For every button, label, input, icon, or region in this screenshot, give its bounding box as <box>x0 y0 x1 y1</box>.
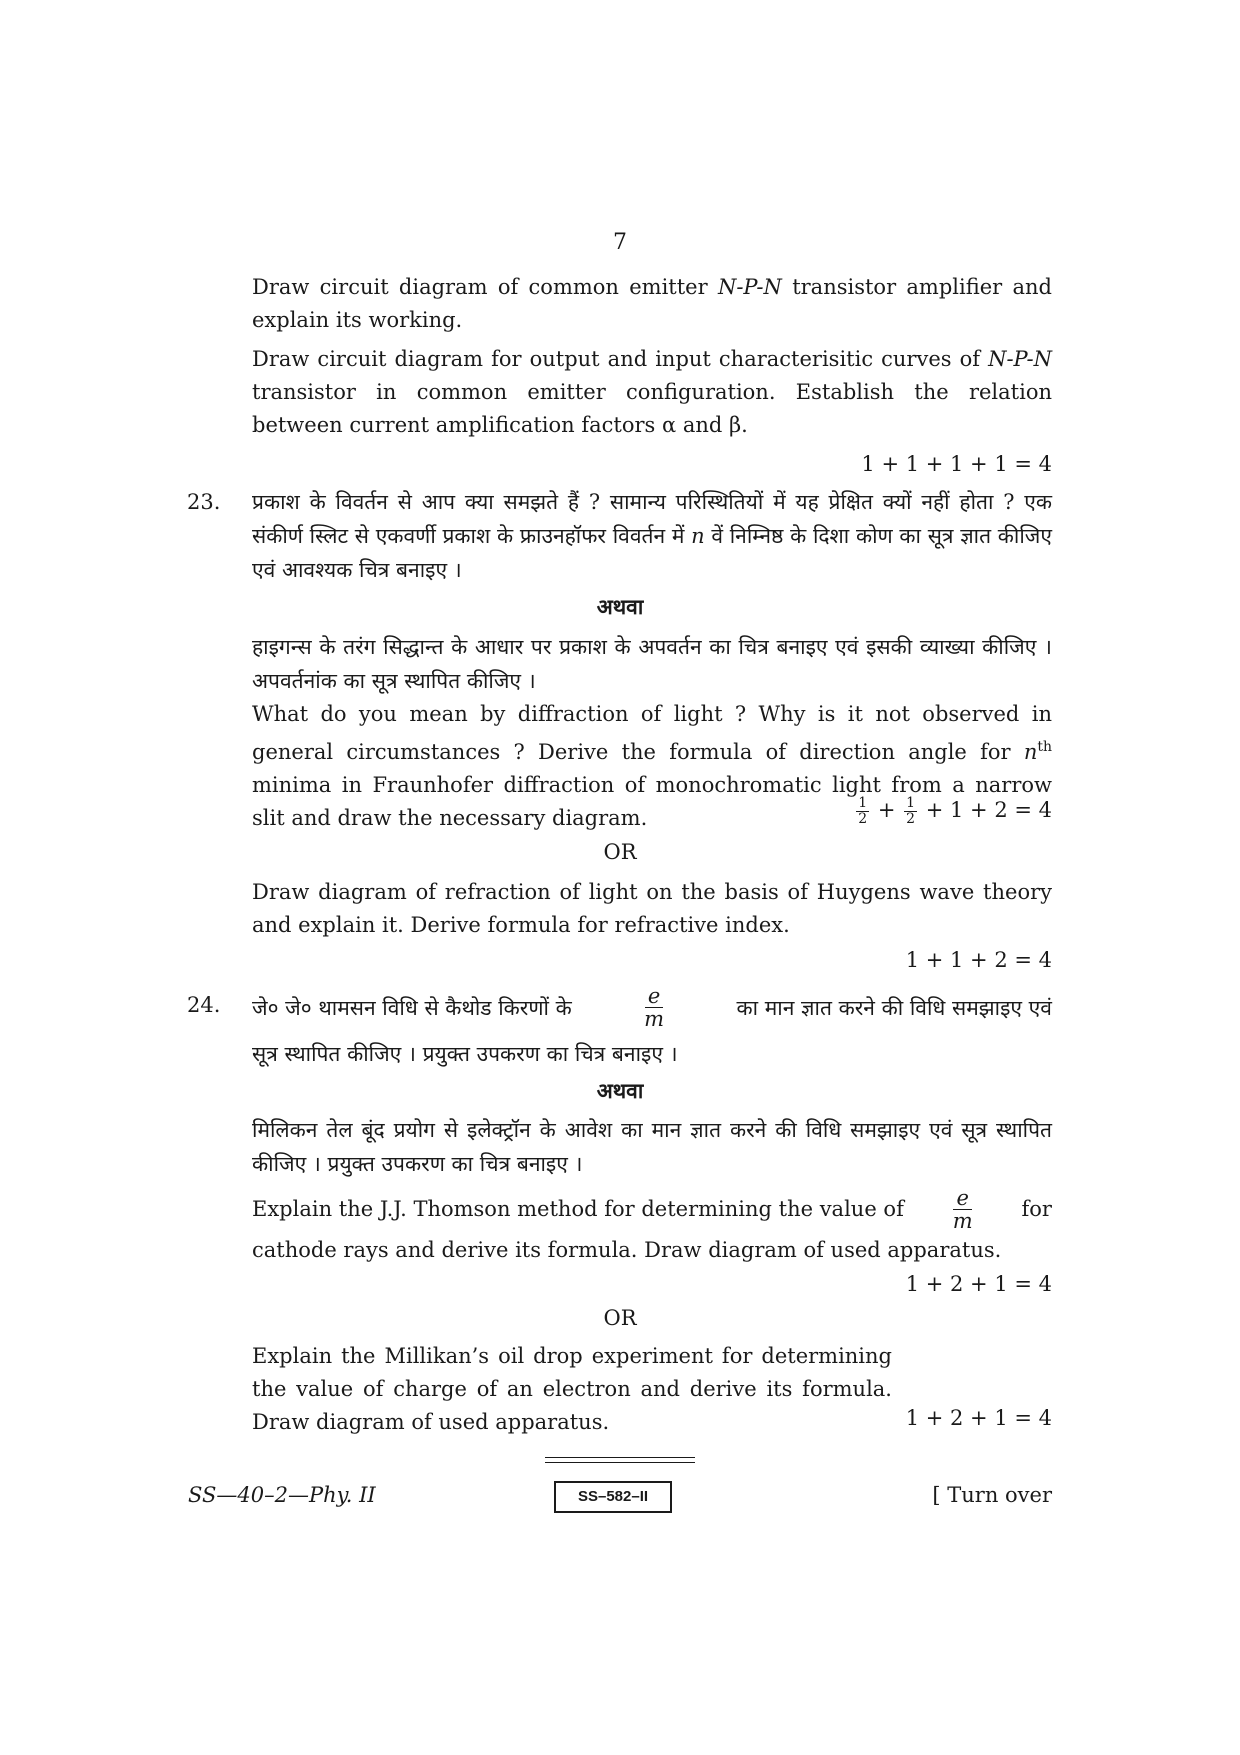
end-rule-bottom <box>545 1462 695 1463</box>
q23-english-or: OR <box>603 840 637 864</box>
q23-marks-half-1: $\frac{1}{2}$ <box>858 795 868 827</box>
q23-en-n: n <box>1023 740 1038 764</box>
q22-a-text-2: transistor amplifier and explain its working. <box>252 275 1052 332</box>
q22-english-part-b <box>252 343 1052 442</box>
q24-en-text-2: for <box>1021 1197 1052 1221</box>
q22-a-npn: N-P-N <box>717 275 782 299</box>
q24-hindi-or: अथवा <box>596 1078 644 1103</box>
q23-en-text-1: What do you mean by diffraction of light ? Why is it not observed in general circumstances ? Derive the formula of direction angle for <box>252 702 1052 764</box>
q23-hi-text-2: वें निम्निष्ठ के दिशा कोण का सूत्र ज्ञात कीजिए एवं आवश्यक चित्र बनाइए । <box>252 524 1052 582</box>
q24-hindi-alt: मिलिकन तेल बूंद प्रयोग से इलेक्ट्रॉन के आवेश का मान ज्ञात करने की विधि समझाइए एवं सूत्र स्थापित कीजिए । प्रयुक्त उपकरण का चित्र बनाइए । <box>252 1118 1052 1176</box>
q23-english-alt: Draw diagram of refraction of light on the basis of Huygens wave theory and explain it. Derive formula for refractive index. <box>252 880 1052 937</box>
q23-hindi-main <box>252 485 1052 587</box>
q23-number: 23. <box>187 490 221 514</box>
q22-a-text-1: Draw circuit diagram of common emitter <box>252 275 718 299</box>
q24-hi-text-2: का मान ज्ञात करने की विधि समझाइए एवं <box>736 995 1052 1020</box>
q23-marks-half-2: $\frac{1}{2}$ <box>906 795 916 827</box>
q24-marks-alt: 1 + 2 + 1 = 4 <box>905 1406 1052 1430</box>
q22-marks: 1 + 1 + 1 + 1 = 4 <box>861 452 1052 476</box>
footer-turn-over: [ Turn over <box>932 1483 1052 1507</box>
q22-b-text-2: transistor in common emitter configuration. Establish the relation between current amplification factors α and β. <box>252 380 1052 437</box>
q24-hi-text-1: जे० जे० थामसन विधि से कैथोड किरणों के <box>252 995 572 1020</box>
q24-english-or: OR <box>603 1306 637 1330</box>
q24-e-over-m: $\frac{e}{m}$ <box>644 984 665 1031</box>
q22-b-text-1: Draw circuit diagram for output and input characterisitic curves of <box>252 347 989 371</box>
q23-hindi-alt: हाइगन्स के तरंग सिद्धान्त के आधार पर प्रकाश के अपवर्तन का चित्र बनाइए एवं इसकी व्याख्या कीजिए । अपवर्तनांक का सूत्र स्थापित कीजिए । <box>252 635 1052 693</box>
footer-paper-code: SS—40–2—Phy. II <box>188 1483 376 1507</box>
q24-english-main-line2: cathode rays and derive its formula. Draw diagram of used apparatus. <box>252 1238 1002 1262</box>
q23-marks-alt: 1 + 1 + 2 = 4 <box>905 948 1052 972</box>
page-number: 7 <box>613 230 627 255</box>
q24-english-main-line1 <box>252 1187 1052 1232</box>
q23-marks: $\frac{1}{2}$ + $\frac{1}{2}$ + 1 + 2 = 4 <box>858 795 1052 827</box>
q23-en-text-2: minima in Fraunhofer diffraction of monochromatic light from a narrow slit and draw the necessary diagram. <box>252 773 1052 830</box>
q23-hindi-or: अथवा <box>596 594 644 619</box>
q24-hindi-main-line2: सूत्र स्थापित कीजिए । प्रयुक्त उपकरण का चित्र बनाइए । <box>252 1042 678 1066</box>
q24-hindi-main-line1 <box>252 985 1052 1030</box>
footer-series-code: SS–582–II <box>554 1481 672 1513</box>
q24-english-alt: Explain the Millikan’s oil drop experiment for determining the value of charge of an electron and derive its formula. Draw diagram of used apparatus. <box>252 1344 892 1434</box>
q22-english-part-a <box>252 271 1052 337</box>
q24-en-text-1: Explain the J.J. Thomson method for determining the value of <box>252 1197 904 1221</box>
q24-number: 24. <box>187 993 221 1017</box>
q23-en-th: th <box>1037 739 1052 755</box>
q24-en-e-over-m: $\frac{e}{m}$ <box>952 1186 973 1233</box>
q23-hi-text-1: प्रकाश के विवर्तन से आप क्या समझते हैं ? सामान्य परिस्थितियों में यह प्रेक्षित क्यों नहीं होता ? एक संकीर्ण स्लिट से एकवर्णी प्रकाश के फ्राउनहॉफर विवर्तन में <box>252 490 1052 548</box>
end-rule-top <box>545 1457 695 1458</box>
q23-hi-n: n <box>691 524 705 548</box>
q22-b-npn: N-P-N <box>988 347 1052 371</box>
q24-marks: 1 + 2 + 1 = 4 <box>905 1272 1052 1296</box>
